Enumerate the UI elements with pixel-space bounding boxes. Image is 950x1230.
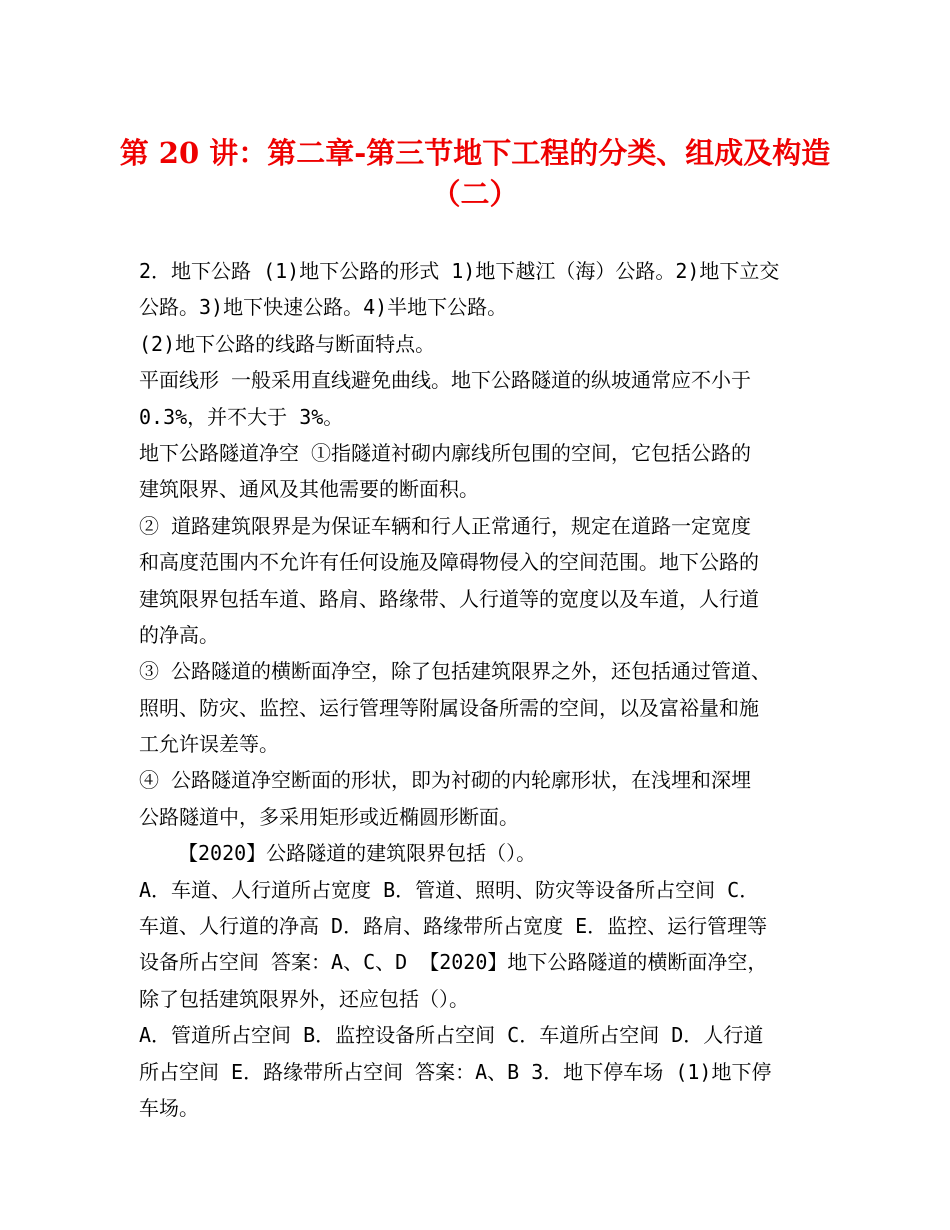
body-line: 除了包括建筑限界外，还应包括（）。 [139,986,469,1011]
body-line: 建筑限界、通风及其他需要的断面积。 [139,477,479,502]
page-title-line-1: 第 20 讲：第二章-第三节地下工程的分类、组成及构造 [119,136,831,170]
body-line: (2)地下公路的线路与断面特点。 [139,331,436,356]
body-line: 工允许误差等。 [139,732,279,757]
body-line: 车场。 [139,1095,199,1120]
body-line: A．车道、人行道所占宽度 B．管道、照明、防灾等设备所占空间 C． [139,877,760,902]
body-line: 设备所占空间 答案：A、C、D 【2020】地下公路隧道的横断面净空， [139,950,768,975]
body-line: 和高度范围内不允许有任何设施及障碍物侵入的空间范围。地下公路的 [139,550,759,575]
body-line: 公路隧道中，多采用矩形或近椭圆形断面。 [139,804,519,829]
body-line: A．管道所占空间 B．监控设备所占空间 C．车道所占空间 D．人行道 [139,1023,764,1048]
body-line: 地下公路隧道净空 ①指隧道衬砌内廓线所包围的空间，它包括公路的 [139,440,752,465]
body-line: 0.3%，并不大于 3%。 [139,404,344,429]
body-line: 建筑限界包括车道、路肩、路缘带、人行道等的宽度以及车道，人行道 [139,586,759,611]
body-line: 照明、防灾、监控、运行管理等附属设备所需的空间，以及富裕量和施 [139,695,759,720]
body-line: 所占空间 E．路缘带所占空间 答案：A、B 3．地下停车场 (1)地下停 [139,1059,772,1084]
body-line: ④ 公路隧道净空断面的形状，即为衬砌的内轮廓形状，在浅埋和深埋 [139,768,752,793]
document-body [139,253,839,1126]
body-line: 平面线形 一般采用直线避免曲线。地下公路隧道的纵坡通常应不小于 [139,368,752,393]
body-line: ② 道路建筑限界是为保证车辆和行人正常通行，规定在道路一定宽度 [139,513,752,538]
body-line: 的净高。 [139,622,219,647]
body-line: 2．地下公路 (1)地下公路的形式 1)地下越江（海）公路。2)地下立交 [139,259,780,283]
body-line: ③ 公路隧道的横断面净空，除了包括建筑限界之外，还包括通过管道、 [139,659,772,684]
body-line: 车道、人行道的净高 D．路肩、路缘带所占宽度 E．监控、运行管理等 [139,914,768,939]
page-title-line-2: （二） [431,177,519,211]
body-line: 公路。3)地下快速公路。4)半地下公路。 [139,295,508,320]
question-heading-line: 【2020】公路隧道的建筑限界包括（）。 [178,841,537,866]
